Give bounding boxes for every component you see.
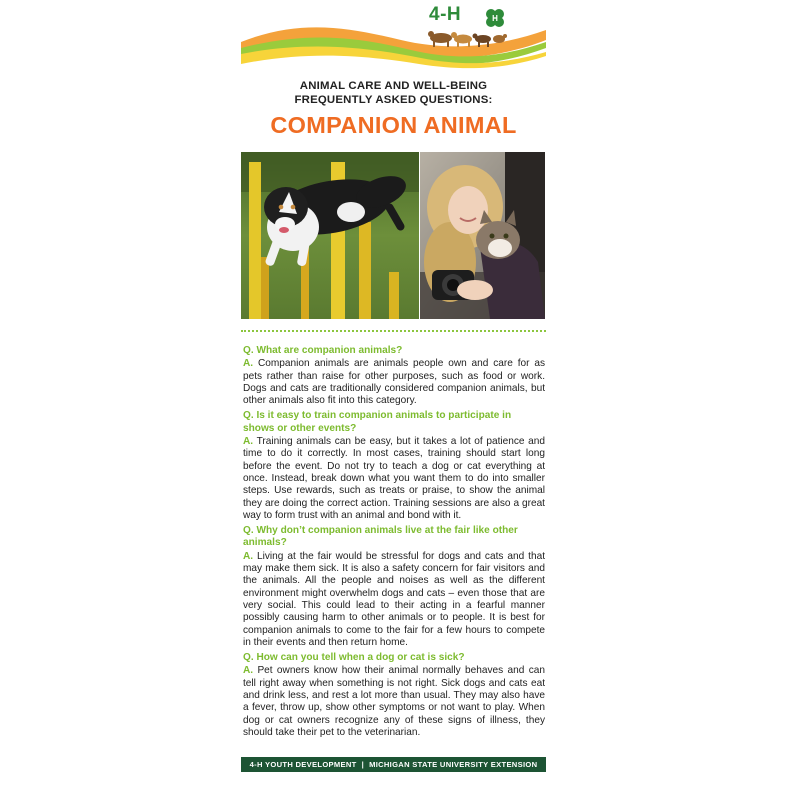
header-line-2: FREQUENTLY ASKED QUESTIONS: <box>294 94 493 106</box>
header-line-1: ANIMAL CARE AND WELL-BEING <box>299 80 488 92</box>
dog-agility-photo <box>241 152 419 319</box>
faq-answer <box>243 551 545 649</box>
faq-question: Q. Why don’t companion animals live at the fair like other animals? <box>243 525 518 549</box>
faq-answer <box>243 665 545 739</box>
answer-text: Training animals can be easy, but it takes a lot of patience and time to do it correctly. In most cases, training should start long before the event. Do not try to teach a dog or cat everything at once. Instead, break down what you want them to do into smaller steps. Use rewards, such as treats or praise, to show the animal they are doing the correct action. Training sessions are also a great way to form trust with an animal and bond with it. <box>243 436 545 521</box>
faq-item <box>243 525 545 649</box>
faq-list <box>243 345 545 742</box>
answer-label: A. <box>243 550 254 562</box>
page-title: COMPANION ANIMAL <box>270 112 517 138</box>
dotted-divider <box>241 330 546 332</box>
answer-text: Living at the fair would be stressful for dogs and cats and that may make them sick. It is also a safety concern for fair visitors and the animals. All the people and noises as well as the different environment might overwhelm dogs and cats – even those that are very social. This could lead to their acting in a fearful manner possibly causing harm to other animals or to people. It is best for companion animals to come to the fair for a few hours to compete in their events and then return home. <box>243 550 545 648</box>
answer-label: A. <box>243 665 254 677</box>
answer-text: Pet owners know how their animal normally behaves and can tell right away when something is not right. Sick dogs and cats eat and drink less, and rest a lot more than usual. They may also have a fever, throw up, show other symptoms or not want to play. When dog or cat owners recognize any of these signs of illness, they should take their pet to the veterinarian. <box>243 665 545 738</box>
answer-text: Companion animals are animals people own and care for as pets rather than raise for other purposes, such as food or work. Dogs and cats are traditionally considered companion animals, but other animals also fit into this category. <box>243 358 545 407</box>
footer-separator: | <box>361 760 365 769</box>
faq-item <box>243 652 545 739</box>
faq-card <box>241 0 546 786</box>
faq-item <box>243 345 545 407</box>
faq-question: Q. What are companion animals? <box>243 345 403 356</box>
faq-item <box>243 410 545 522</box>
clover-icon <box>484 7 506 29</box>
header <box>241 79 546 139</box>
svg-text:H: H <box>492 14 498 23</box>
footer-left: 4-H YOUTH DEVELOPMENT <box>249 760 357 769</box>
faq-answer <box>243 436 545 522</box>
footer-bar <box>241 757 546 772</box>
faq-answer <box>243 358 545 407</box>
animal-silhouettes-icon <box>427 27 507 47</box>
girl-with-cat-photo <box>420 152 545 319</box>
footer-right: MICHIGAN STATE UNIVERSITY EXTENSION <box>369 760 538 769</box>
answer-label: A. <box>243 358 254 370</box>
answer-label: A. <box>243 436 254 448</box>
logo-4h-text: 4-H <box>429 4 462 25</box>
faq-question: Q. Is it easy to train companion animals to participate in shows or other events? <box>243 410 512 434</box>
faq-question: Q. How can you tell when a dog or cat is sick? <box>243 652 465 664</box>
